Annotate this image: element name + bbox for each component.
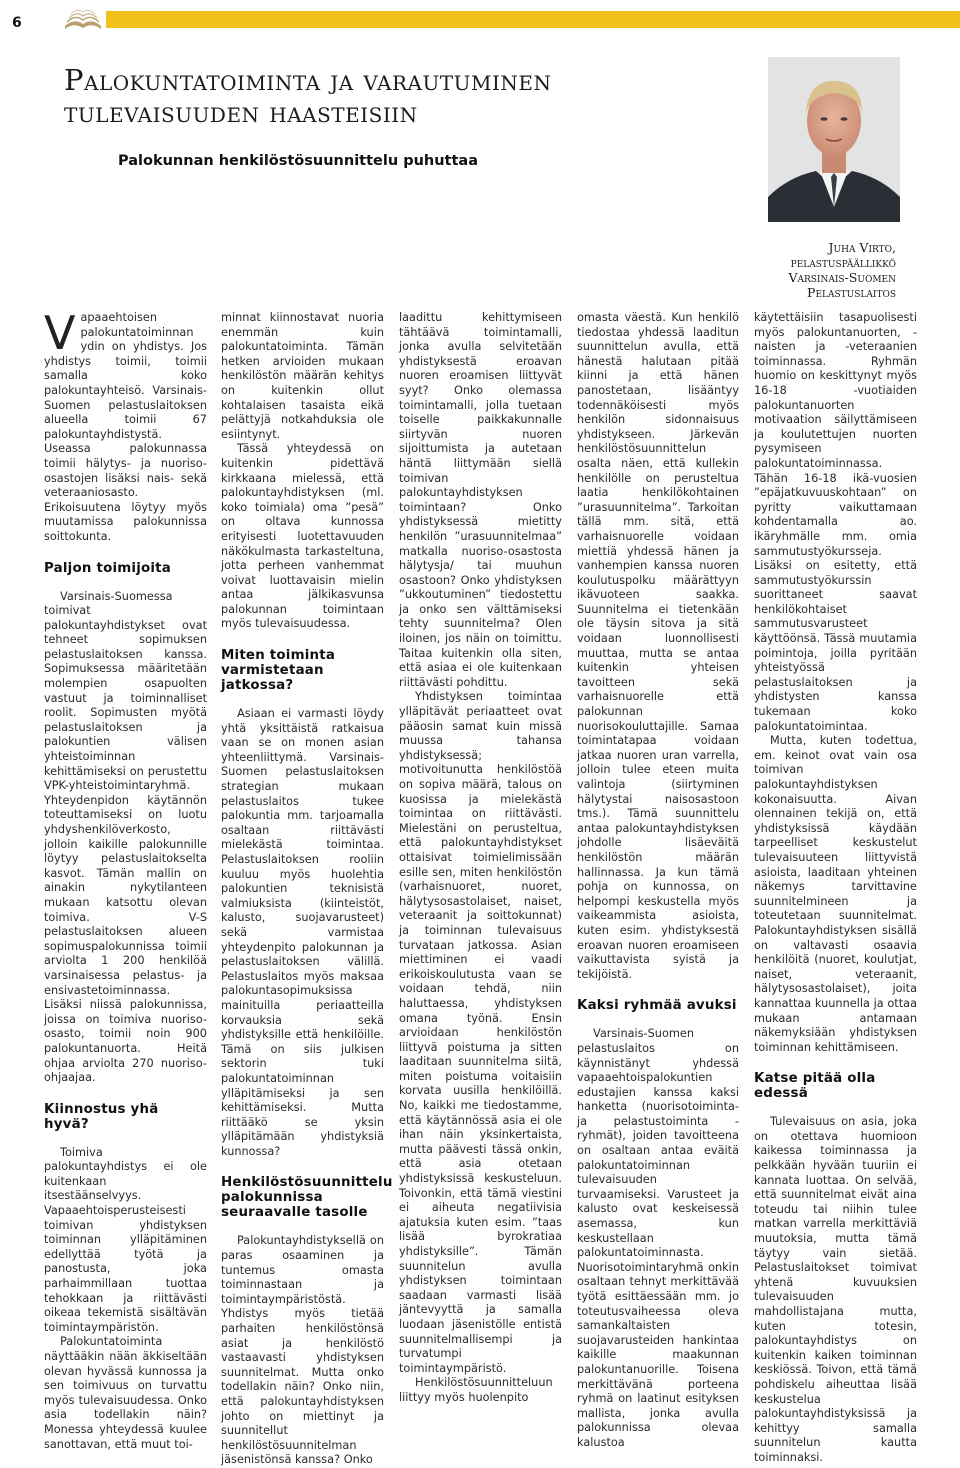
- article-column-4: [577, 311, 739, 1449]
- paragraph: käytettäisiin tasapuolisesti myös palokuntanuorten, -naisten ja -veteraanien toiminnassa. Ryhmän huomio on keskittynyt myös 16-18 -vuotiaiden palokuntanuorten motivaation säilyttämiseen ja koulutettujen nuorten pysymiseen palokuntatoiminnassa. Tähän 16-18 ikä-vuosien ”epäjatkuvuuskohtaan” on pyritty vaikuttamaan kohdentamalla ao. ikäryhmälle mm. omia sammutustyökursseja. Lisäksi on esitetty, että sammutustyökurssin suorittaneet saavat henkilökohtaiset sammutusvarusteet käyttöönsä. Tässä muutamia poimintoja, joilla pyritään yhteistyössä pelastuslaitoksen ja yhdistysten kanssa tukemaan koko palokuntatoimintaa.: [754, 311, 917, 733]
- header-color-band: [106, 11, 960, 28]
- paragraph: Varsinais-Suomen pelastuslaitos on käynnistänyt yhdessä vapaaehtoispalokuntien edustajien kanssa kaksi hanketta (nuorisotoiminta- ja pelastustoiminta -ryhmät), joiden tavoitteena on osaltaan antaa eväitä palokuntatoiminnan tulevaisuuden turvaamiseksi. Varusteet ja kalusto ovat keskeisessä asemassa, kun keskustellaan palokuntatoiminnasta. Nuorisotoimintaryhmä onkin osaltaan tehnyt merkittävää työtä esittäessään mm. jo toteutusvaiheessa oleva samankaltaisten suojavarusteiden hankintaa kaikille maakunnan palokuntanuorille. Toisena merkittävänä porteena ryhmä on laatinut esityksen mallista, jonka avulla palokunnissa olevaa kalustoa: [577, 1027, 739, 1449]
- paragraph: minnat kiinnostavat nuoria enemmän kuin palokuntatoiminta. Tämän hetken arvioiden mukaan henkilöstön määrän kehitys on kuitenkin ollut kohtalaisen tasaista eikä pelättyjä notkahduksia ole esiintynyt.: [221, 311, 384, 441]
- article-title-line-1: Palokuntatoiminta ja varautuminen: [64, 63, 552, 97]
- section-heading: Kiinnostus yhä hyvä?: [44, 1101, 159, 1132]
- paragraph: Toimiva palokuntayhdistys ei ole kuitenkaan itsestäänselvyys. Vapaaehtoisperusteisesti toimivan yhdistyksen toiminnan ylläpitäminen edellyttää työtä ja panostusta, joka parhaimmillaan tuottaa tehokkaan ja riittävästi oikeaa tekemistä sisältävän toimintaympäristön.: [44, 1145, 207, 1334]
- section-heading: Katse pitää olla edessä: [754, 1071, 876, 1102]
- paragraph: laadittu kehittymiseen tähtäävä toimintamalli, jonka avulla selvitetään yhdistyksestä eroavan nuoren eroamisen liittyvät syyt? Onko olemassa toimintamalli, jolla tuetaan toiselle paikkakunnalle siirtyvän nuoren sijoittumista ja autetaan häntä liittymään siellä toimivan palokuntayhdistyksen toimintaan? Onko yhdistyksessä mietitty henkilön ”urasuunnitelmaa” matkalla nuoriso-osastosta hälytysja/ tai muuhun osastoon? Onko yhdistyksen ”ukkoutuminen” tiedostettu ja onko sen välttämiseksi tehty suunnitelma? Olen iloinen, jos näin on toimittu. Taitaa kuitenkin olla siten, että asiaa ei ole kuitenkaan riittävästi pohdittu.: [399, 311, 562, 689]
- paragraph: omasta väestä. Kun henkilö tiedostaa yhdessä laaditun suunnittelun avulla, että hänestä halutaan pitää kiinni ja että hänen panostetaan, lisääntyy todennäköisesti myös henkilön sidonnaisuus yhdistykseen. Järkevän henkilöstösuunnittelun osalta näen, että kullekin henkilölle on perusteltua laatia henkilökohtainen ”urasuunnitelma”. Tarkoitan tällä mm. sitä, että varhaisnuorelle voidaan miettiä yhdessä hänen ja vanhempien kanssa nuoren koulutuspolku määrättyyn ikävuoteen saakka. Suunnitelma ei tietenkään ole täysin sitova ja sitä voidaan luonnollisesti muuttaa, mutta se antaa kuitenkin yhteisen tavoitteen sekä varhaisnuorelle että palokunnan nuorisokouluttajille. Samaa toimintatapaa voidaan jatkaa nuoren uran varrella, jolloin tulee eteen muita valintoja (siirtyminen hälytystai naisosastoon tms.). Tämä suunnittelu antaa palokuntayhdistyksen johdolle lisäeväitä henkilöstön määrän hallinnassa. Ja kun tämä pohja on kunnossa, on helpompi keskustella myös vaikeammista asioista, kuten esim. yhdistyksestä eroavan nuoren eroamiseen vaikuttavista syistä ja tekijöistä.: [577, 311, 739, 981]
- paragraph: Palokuntayhdistyksellä on paras osaaminen ja tuntemus omasta toiminnastaan ja toimintaympäristöstä. Yhdistys myös tietää parhaiten henkilöstönsä asiat ja henkilöstö vastaavasti yhdistyksen suunnitelmat. Mutta onko todellakin näin? Onko niin, että palokuntayhdistyksen johto on miettinyt ja suunnitellut henkilöstösuunnitelman jäsenistönsä kanssa? Onko: [221, 1234, 384, 1467]
- article-column-1: [44, 306, 207, 1451]
- page-header: [0, 0, 960, 40]
- article-column-5: [754, 311, 917, 1464]
- byline-organization-2: Pelastuslaitos: [807, 285, 896, 300]
- section-heading: Miten toiminta varmistetaan jatkossa?: [221, 648, 336, 694]
- byline-organization: Varsinais-Suomen: [788, 270, 896, 285]
- article-subtitle: Palokunnan henkilöstösuunnittelu puhuttaa: [118, 153, 478, 169]
- paragraph: Tulevaisuus on asia, joka on otettava huomioon kaikessa toiminnassa ja pelkkään hyvään tuuriin ei kannata luottaa. On selvää, että suunnitelmat eivät aina toteudu tai niihin tulee matkan varrella merkittäviä muutoksia, mutta tämä täytyy vain sietää. Pelastuslaitokset toimivat yhtenä kuvuuksien tulevaisuuden mahdollistajana mutta, kuten totesin, palokuntayhdistys on kuitenkin kaiken toiminnan keskiössä. Toivon, että tämä pohdiskelu aiheuttaa lisää keskustelua palokuntayhdistyksissä ja kehittyy samalla suunnitelun kautta toiminnaksi.: [754, 1115, 917, 1464]
- paragraph: Mutta, kuten todettua, em. keinot ovat vain osa toimivan palokuntayhdistyksen kokonaisuutta. Aivan olennainen tekijä on, että yhdistyksissä käydään tarpeelliset keskustelut tulevaisuuteen liittyvistä asioista, laaditaan yhteinen näkemys tarvittavine suunnitelmineen ja toteutetaan suunnitelmat. Palokuntayhdistyksen sisällä on valtavasti osaavia henkilöitä (nuoret, koulutjat, naiset, veteraanit, hälytysosastolaiset), joita kannattaa kuunnella ja ottaa mukaan antamaan näkemyksiään yhdistyksen toiminnan kehittämiseen.: [754, 734, 917, 1054]
- article-column-3: [399, 311, 562, 1404]
- article-title-line-2: tulevaisuuden haasteisiin: [64, 95, 418, 129]
- article-column-2: [221, 311, 393, 1467]
- byline-title: pelastuspäällikkö: [790, 255, 896, 270]
- section-heading: Henkilöstösuunnittelu palokunnissa seuraavalle tasolle: [221, 1175, 393, 1221]
- drop-cap: V: [44, 306, 76, 360]
- paragraph: apaaehtoisen palokuntatoiminnan ydin on yhdistys. Jos yhdistys toimii, toimii samalla koko palokuntayhteisö. Varsinais-Suomen pelastuslaitoksen alueella toimii 67 palokuntayhdistystä. Useassa palokunnassa toimii hälytys- ja nuoriso-osastojen lisäksi nais- sekä veteraaniosasto. Erikoisuutena löytyy myös muutamissa palokunnissa soittokunta.: [44, 311, 207, 543]
- article-title: [64, 64, 704, 128]
- paragraph: Yhdistyksen toimintaa ylläpitävät periaatteet ovat pääosin samat kuin missä muussa tahansa yhdistyksessä; motivoitunutta henkilöstöä on sopiva määrä, talous on kuosissa ja mielekästä toimintaa on riittävästi. Mielestäni on perusteltua, että palokuntayhdistykset ottaisivat toimielimissään esille sen, miten henkilöstön (varhaisnuoret, nuoret, hälytysosastolaiset, naiset, veteraanit ja soittokunnat) ja toiminnan tulevaisuus turvataan jatkossa. Asian miettiminen ei vaadi erikoiskoulutusta vaan se voidaan tehdä, niin haluttaessa, yhdistyksen omana työnä. Ensin arvioidaan henkilöstön liittyvä poistuma ja sitten laaditaan suunnitelma siitä, miten poistuma voitaisiin korvata uusilla henkilöillä. No, kaikki me tiedostamme, että käytännössä asia ei ole ihan näin yksinkertaista, mutta päävesti tässä onkin, että asia otetaan yhdistyksissä keskusteluun. Toivonkin, että tämä viestini ei aiheuta negatiivisia ajatuksia kuten esim. ”taas lisää byrokratiaa yhdistyksille”. Tämän suunnitelun avulla yhdistyksen toimintaan saadaan varmasti lisää jäntevyyttä ja samalla luodaan jäsenistölle entistä suunnitelmallisempi ja turvatumpi toimintaympäristö.: [399, 690, 562, 1375]
- page-number: 6: [12, 14, 48, 32]
- paragraph: Palokuntatoiminta näyttääkin nään äkkiseltään olevan hyvässä kunnossa ja sen toimivuus on turvattu myös tulevaisuudessa. Onko asia todellakin näin? Monessa yhteydessä kuulee sanottavan, että muut toi-: [44, 1335, 207, 1451]
- author-portrait-drawing: [768, 57, 900, 222]
- paragraph: Asiaan ei varmasti löydy yhtä yksittäistä ratkaisua vaan se on monen asian yhteenliittymä. Varsinais-Suomen pelastuslaitoksen strategian mukaan pelastuslaitos tukee palokuntia mm. tarjoamalla osaltaan riittävästi mielekästä toimintaa. Pelastuslaitoksen rooliin kuuluu myös huolehtia palokuntien teknisistä valmiuksista (kiinteistöt, kalusto, suojavarusteet) sekä varmistaa yhteydenpito palokunnan ja pelastuslaitoksen välillä. Pelastuslaitos myös maksaa palokuntasopimuksissa mainituilla periaatteilla korvauksia sekä yhdistyksille että henkilöille. Tämä on siis julkisen sektorin tuki palokuntatoiminnan ylläpitämiseksi ja sen kehittämiseksi. Mutta riittääkö se yksin ylläpitämään yhdistyksiä kunnossa?: [221, 707, 384, 1158]
- paragraph: Tässä yhteydessä on kuitenkin pidettävä kirkkaana mielessä, että palokuntayhdistyksen (ml. koko toimiala) oma ”pesä” on oltava kunnossa erityisesti luotettavuuden näkökulmasta tarkasteltuna, jotta perheen vanhemmat voivat luottavaisin mielin antaa jälkikasvunsa palokunnan toimintaan myös tulevaisuudessa.: [221, 442, 384, 631]
- paragraph: Varsinais-Suomessa toimivat palokuntayhdistykset ovat tehneet sopimuksen pelastuslaitoksen kanssa. Sopimuksessa määritetään molempien osapuolten vastuut ja toiminnalliset roolit. Sopimusten myötä pelastuslaitoksen ja palokuntien välisen yhteistoiminnan kehittämiseksi on perustettu VPK-yhteistoimintaryhmä. Yhteydenpidon käytännön toteuttamiseksi on luotu yhdyshenkilöverkosto, jolloin kaikille palokunnille löytyy pelastuslaitokselta kasvot. Tämän mallin on ainakin nykytilanteen mukaan katsottu olevan toimiva. V-S pelastuslaitoksen alueen sopimuspalokunnissa toimii arviolta 1 200 henkilöä varsinaisessa pelastus- ja ensivastetoiminnassa. Lisäksi niissä palokunnissa, joissa on toimiva nuoriso-osasto, toimii noin 900 palokuntanuorta. Heitä ohjaa arviolta 270 nuoriso-ohjaajaa.: [44, 589, 207, 1085]
- section-heading: Paljon toimijoita: [44, 560, 172, 576]
- author-byline: [700, 240, 896, 300]
- author-portrait: [768, 57, 900, 222]
- byline-name: Juha Virto,: [828, 240, 896, 255]
- paragraph: Henkilöstösuunnitteluun liittyy myös huolenpito: [399, 1376, 553, 1404]
- book-logo-icon: [62, 4, 104, 34]
- section-heading: Kaksi ryhmää avuksi: [577, 998, 737, 1014]
